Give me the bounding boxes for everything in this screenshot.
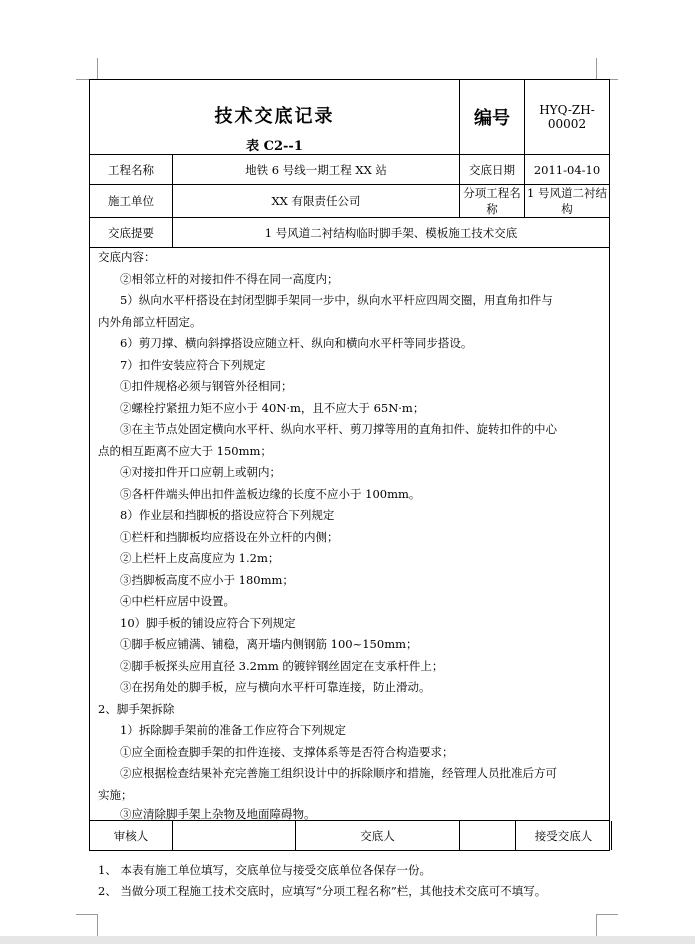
content-line: 8）作业层和挡脚板的搭设应符合下列规定 [120, 508, 335, 522]
unit-row [90, 185, 610, 218]
subproject-label: 分项工程名称 [460, 185, 525, 218]
number-value[interactable]: HYQ-ZH-00002 [525, 80, 610, 155]
footnote-1: 1、 本表有施工单位填写，交底单位与接受交底单位各保存一份。 [98, 863, 431, 877]
unit-value[interactable]: XX 有限责任公司 [173, 185, 460, 218]
crop-mark [596, 58, 597, 80]
unit-label: 施工单位 [90, 185, 173, 218]
content-line: ④对接扣件开口应朝上或朝内； [120, 465, 281, 479]
content-line: ②相邻立杆的对接扣件不得在同一高度内； [120, 272, 339, 286]
date-value[interactable]: 2011-04-10 [525, 155, 610, 185]
reviewer-value[interactable] [173, 821, 296, 851]
content-line: ①栏杆和挡脚板均应搭设在外立杆的内侧； [120, 530, 339, 544]
header-row [90, 80, 610, 155]
crop-mark [97, 914, 98, 936]
form-number: 表 C2--1 [246, 139, 303, 154]
crop-mark [596, 914, 597, 936]
content-line: ②脚手板探头应用直径 3.2mm 的镀锌钢丝固定在支承杆件上； [120, 659, 444, 673]
content-row [90, 248, 610, 821]
content-line: 实施； [98, 788, 133, 802]
form-title: 技术交底记录 [214, 106, 335, 127]
content-line: ③在拐角处的脚手板，应与横向水平杆可靠连接，防止滑动。 [120, 680, 431, 694]
content-cell[interactable] [90, 248, 610, 821]
subproject-value[interactable]: 1 号风道二衬结构 [525, 185, 610, 218]
summary-row [90, 218, 610, 248]
summary-label: 交底提要 [90, 218, 173, 248]
reviewer-label: 审核人 [90, 821, 173, 851]
content-line: 5）纵向水平杆搭设在封闭型脚手架同一步中，纵向水平杆应四周交圈，用直角扣件与 [120, 293, 553, 307]
project-name-value[interactable]: 地铁 6 号线一期工程 XX 站 [173, 155, 460, 185]
content-line: ①应全面检查脚手架的扣件连接、支撑体系等是否符合构造要求； [120, 745, 454, 759]
date-label: 交底日期 [460, 155, 525, 185]
window-bottom-strip [0, 936, 695, 944]
discloser-value[interactable] [460, 821, 516, 850]
content-line: ⑤各杆件端头伸出扣件盖板边缘的长度不应小于 100mm。 [120, 487, 421, 501]
content-line: 内外角部立杆固定。 [98, 315, 202, 329]
receiver-group [460, 821, 610, 851]
content-line: ①扣件规格必须与钢管外径相同； [120, 379, 293, 393]
content-line: ④中栏杆应居中设置。 [120, 594, 235, 608]
content-line: 1）拆除脚手架前的准备工作应符合下列规定 [120, 723, 346, 737]
crop-mark [596, 914, 618, 915]
content-line: ③在主节点处固定横向水平杆、纵向水平杆、剪刀撑等用的直角扣件、旋转扣件的中心 [120, 422, 557, 436]
content-line: 点的相互距离不应大于 150mm； [98, 444, 272, 458]
number-label: 编号 [460, 80, 525, 155]
project-name-label: 工程名称 [90, 155, 173, 185]
content-line: 7）扣件安装应符合下列规定 [120, 358, 266, 372]
content-line: ②螺栓拧紧扭力矩不应小于 40N·m，且不应大于 65N·m； [120, 401, 425, 415]
content-line: ①脚手板应铺满、铺稳，离开墙内侧钢筋 100~150mm； [120, 637, 418, 651]
header-title-cell [90, 80, 460, 155]
crop-mark [97, 58, 98, 80]
receiver-label: 接受交底人 [516, 821, 612, 850]
content-line: ③应清除脚手架上杂物及地面障碍物。 [120, 807, 316, 821]
summary-value[interactable]: 1 号风道二衬结构临时脚手架、模板施工技术交底 [173, 218, 610, 248]
content-heading: 交底内容： [98, 250, 156, 264]
discloser-label: 交底人 [296, 821, 460, 851]
content-line: 6）剪刀撑、横向斜撑搭设应随立杆、纵向和横向水平杆等同步搭设。 [120, 336, 473, 350]
content-line: ②应根据检查结果补充完善施工组织设计中的拆除顺序和措施，经管理人员批准后方可 [120, 766, 557, 780]
signature-row [90, 821, 610, 851]
technical-disclosure-form [89, 79, 610, 851]
content-line: 2、脚手架拆除 [98, 702, 175, 716]
content-line: ③挡脚板高度不应小于 180mm； [120, 573, 294, 587]
content-line: ②上栏杆上皮高度应为 1.2m； [120, 551, 280, 565]
project-row [90, 155, 610, 185]
content-line: 10）脚手板的铺设应符合下列规定 [120, 616, 296, 630]
crop-mark [76, 914, 98, 915]
footnote-2: 2、 当做分项工程施工技术交底时，应填写“分项工程名称”栏，其他技术交底可不填写。 [98, 884, 547, 898]
